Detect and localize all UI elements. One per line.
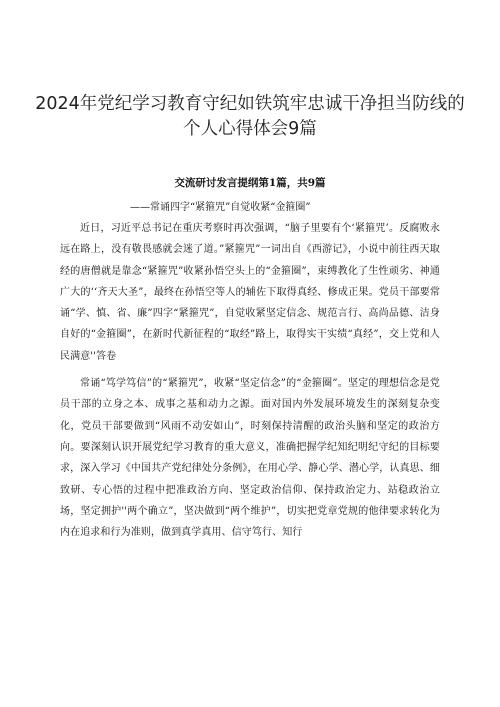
document-title: 2024年党纪学习教育守纪如铁筑牢忠诚干净担当防线的个人心得体会9篇 — [35, 94, 465, 139]
body-paragraph: 常诵“笃学笃信”的“紧箍咒”，收紧“坚定信念”的“金箍圈”。坚定的理想信念是党员干部的立身之本、成事之基和动力之源。面对国内外发展环境发生的深刻复杂变化，党员干部要做到“风雨不动安如山”，时刻保持清醒的政治头脑和坚定的政治方向。要深刻认识开展党纪学习教育的重大意义，准确把握学纪知纪明纪守纪的目标要求，深入学习《中国共产党纪律处分条例》，在用心学、静心学、潜心学，认真思、细致研、专心悟的过程中把准政治方向、坚定政治信仰、保持政治定力、站稳政治立场，坚定拥护''两个确立”，坚决做到“两个维护”，切实把党章党规的他律要求转化为内在追求和行为准则，做到真学真用、信守笃行、知行 — [60, 378, 440, 539]
body-paragraph: 近日，习近平总书记在重庆考察时再次强调，“脑子里要有个‘紧箍咒’。反腐败永远在路上，没有敬畏感就会迷了道。”紧箍咒”一词出自《西游记》，小说中前往西天取经的唐僧就是靠念“紧箍咒”收紧孙悟空头上的“金箍圈”，束缚教化了生性顽劣、神通广大的‘‘齐天大圣”，最终在孙悟空等人的辅佐下取得真经、修成正果。党员干部要常诵“学、慎、省、廉”四字“紧箍咒”，自觉收紧坚定信念、规范言行、高尚品德、洁身自好的“金箍圈”，在新时代新征程的“取经”路上，取得实干实绩“真经”，交上党和人民满意''答卷 — [60, 223, 440, 362]
document-tagline: ——常诵四字“紧箍咒”自觉收紧“金箍圈” — [130, 202, 311, 213]
document-body — [60, 218, 440, 543]
document-subtitle: 交流研讨发言提纲第1篇，共9篇 — [174, 177, 326, 189]
